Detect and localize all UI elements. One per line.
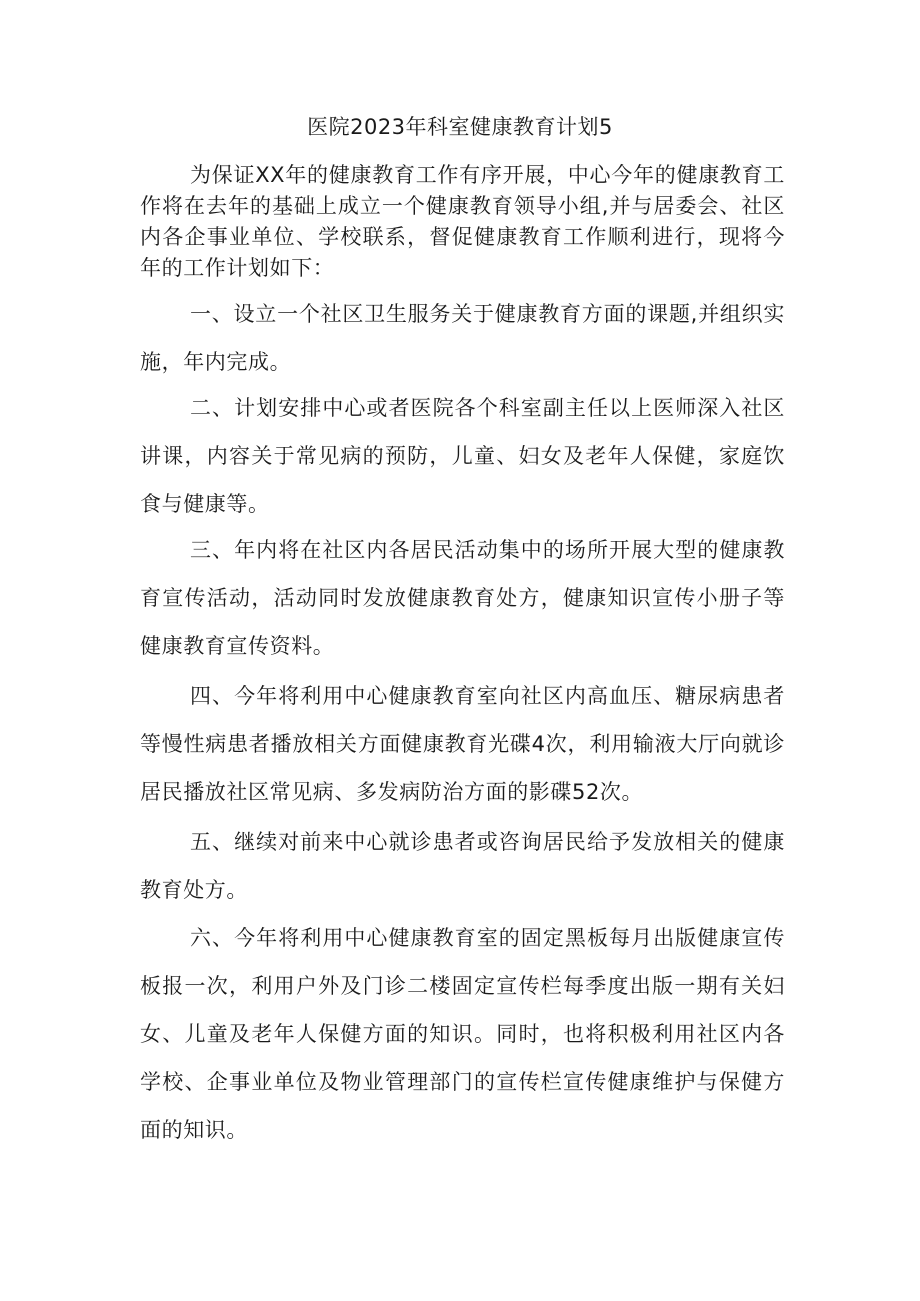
plan-item-6: 六、今年将利用中心健康教育室的固定黑板每月出版健康宣传板报一次，利用户外及门诊二楼固定宣传栏每季度出版一期有关妇女、儿童及老年人保健方面的知识。同时，也将积极利用社区内各学校、企事业单位及物业管理部门的宣传栏宣传健康维护与保健方面的知识。	[140, 926, 785, 1142]
plan-item-5: 五、继续对前来中心就诊患者或咨询居民给予发放相关的健康教育处方。	[140, 830, 785, 902]
intro-paragraph: 为保证XX年的健康教育工作有序开展，中心今年的健康教育工作将在去年的基础上成立一个健康教育领导小组,并与居委会、社区内各企事业单位、学校联系，督促健康教育工作顺利进行，现将今年的工作计划如下：	[140, 163, 785, 280]
document-title: 医院2023年科室健康教育计划5	[307, 115, 613, 139]
plan-item-2: 二、计划安排中心或者医院各个科室副主任以上医师深入社区讲课，内容关于常见病的预防，儿童、妇女及老年人保健，家庭饮食与健康等。	[140, 396, 785, 516]
plan-item-3: 三、年内将在社区内各居民活动集中的场所开展大型的健康教育宣传活动，活动同时发放健康教育处方，健康知识宣传小册子等健康教育宣传资料。	[140, 538, 785, 658]
plan-item-4: 四、今年将利用中心健康教育室向社区内高血压、糖尿病患者等慢性病患者播放相关方面健康教育光碟4次，利用输液大厅向就诊居民播放社区常见病、多发病防治方面的影碟52次。	[140, 684, 785, 804]
plan-item-1: 一、设立一个社区卫生服务关于健康教育方面的课题,并组织实施，年内完成。	[140, 302, 785, 374]
